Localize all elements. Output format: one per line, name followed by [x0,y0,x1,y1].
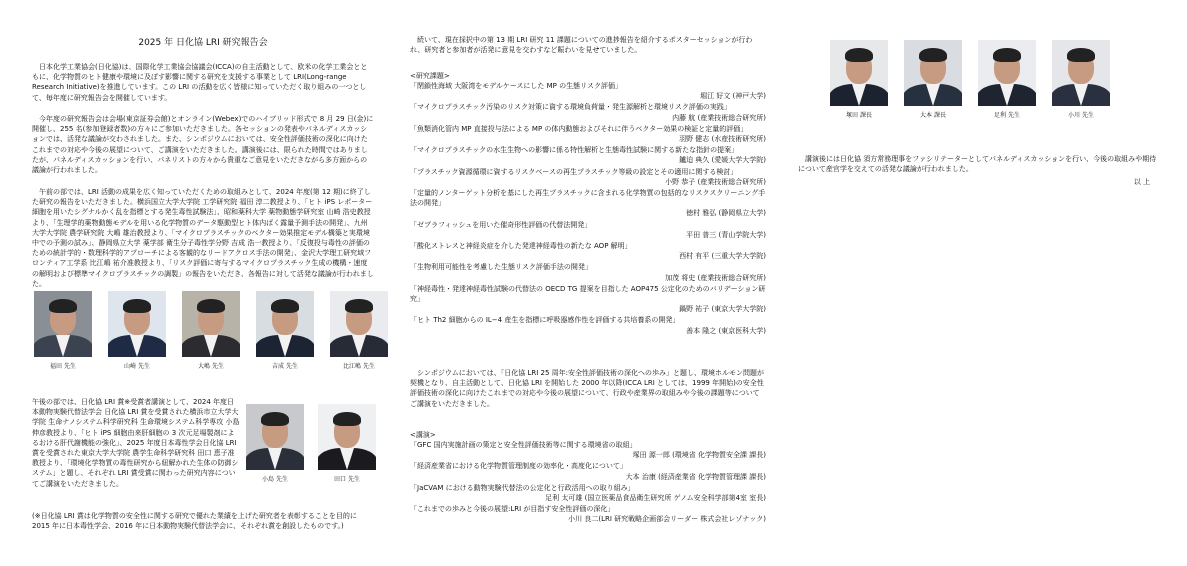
lectures-header: <講演> [410,431,436,439]
portrait-caption: 塚田 課長 [846,112,872,119]
item-title: 「魚類消化管内 MP 直接投与法による MP の体内動態およびそれに伴うベクター効果の検証と定量的評価」 [410,124,748,133]
list-item [410,241,766,261]
item-presenter: 鍋野 祐子 (東京大学大学院) [679,305,766,314]
list-item [410,461,766,481]
portrait-caption: 大本 課長 [920,112,946,119]
speaker-portrait [830,40,888,120]
list-item [410,440,766,460]
list-item [410,504,766,524]
portrait-caption: 田口 先生 [334,476,360,483]
speaker-portrait [256,291,314,371]
portrait-photo [318,404,376,470]
poster-session-paragraph: 続いて、現在採択中の第 13 期 LRI 研究 11 課題についての進捗報告を紹介するポスターセッションが行われ、研究者と参加者が活発に意見を交わすなど賑わいを見せていました。 [410,36,753,55]
afternoon-session-paragraph: 午後の部では、日化協 LRI 賞※受賞者講演として、2024 年度日本動物実験代替法学会 日化協 LRI 賞を受賞された横浜市立大学大学院 生命ナノシステム科学研究科 生命環境システム科学専攻 小島 伸彦教授より、「ヒト iPS 細胞由来肝細胞の 3 次元足場製剤によるおける肝代謝機能の強化」、2025 年度日本毒性学会日化協 LRI 賞を受賞された東京大学大学院 農学生命科学研究科 田口 恵子准教授より、「環境化学物質の毒性研究から紐解かれた生体の防御システム」と題し、それぞれ LRI 賞受賞に関わった研究内容についてご講演をいただきました。 [32,398,240,488]
speaker-photos-row2 [246,404,376,484]
portrait-caption: 小川 先生 [1068,112,1094,119]
award-footnote: (※日化協 LRI 賞は化学物質の安全性に関する研究で優れた業績を上げた研究者を表彰することを目的に 2015 年に日本毒性学会、2016 年に日本動物実験代替法学会に、それぞれ賞を創設したものです。) [32,512,357,531]
item-presenter: 西村 有平 (三重大学大学院) [679,252,766,261]
portrait-photo [830,40,888,106]
portrait-photo [904,40,962,106]
item-presenter: 堀江 好文 (神戸大学) [700,92,766,101]
item-title: 「GFC 国内実施計画の策定と安全性評価技術等に関する環境省の取組」 [410,441,637,449]
list-item [410,483,766,503]
item-presenter: 羽野 健志 (水産技術研究所) [679,135,766,144]
list-item [410,284,766,315]
item-title: 「神経毒性・発達神経毒性試験の代替法の OECD TG 提案を目指した AOP475 公定化のためのバリデーション研究」 [410,284,766,304]
item-presenter: 大本 治康 (経済産業省 化学物質管理課 課長) [625,472,766,481]
item-presenter: 徳村 雅弘 (静岡県立大学) [686,209,766,218]
list-item [410,188,766,219]
topics-list [410,81,766,337]
speaker-portrait [318,404,376,484]
portrait-photo [246,404,304,470]
portrait-caption: 福田 先生 [50,363,76,370]
item-title: 「マイクロプラスチック汚染のリスク対策に資する環境負荷量・発生源解析と環境リスク評価の実践」 [410,103,731,112]
meeting-paragraph: 今年度の研究報告会は会場(東京証券会館)とオンライン(Webex)でのハイブリッド形式で 8 月 29 日(金)に開催し、255 名(参加登録者数)の方々にご参加いただきました。各セッションの発表やパネルディスカッションでは、活発な議論が交わされました。また、シンポジウムにおいては、安全性評価技術の深化に向けたこれまでの対応や今後の展望について、ご講演をいただきました。講演後には、限られた時間ではありましたが、パネルディスカッションを行い、パネリストの方々から貴重なご意見をいただきながら多方面からの議論が行われました。 [32,115,374,175]
speaker-portrait [978,40,1036,120]
item-presenter: 善本 隆之 (東京医科大学) [686,326,766,335]
item-title: 「閉鎖性海域 大阪湾をモデルケースにした MP の生態リスク評価」 [410,82,622,90]
item-title: 「経済産業省における化学物質管理制度の効率化・高度化について」 [410,462,627,471]
portrait-photo [330,291,388,357]
list-item [410,167,766,187]
topics-header: <研究課題> [410,72,450,80]
list-item [410,220,766,240]
item-title: 「マイクロプラスチックの水生生物への影響に係る特性解析と生態毒性試験に関する新たな指針の提案」 [410,146,739,155]
item-presenter: 小川 良二(LRI 研究戦略企画部会リーダー 株式会社レゾナック) [568,515,766,524]
panelist-photos [830,40,1110,120]
portrait-photo [1052,40,1110,106]
item-presenter: 足利 太可雄 (国立医薬品食品衛生研究所 ゲノム安全科学部第4室 室長) [545,494,766,503]
list-item [410,262,766,282]
speaker-portrait [1052,40,1110,120]
item-title: 「酸化ストレスと神経炎症を介した発達神経毒性の新たな AOP 解明」 [410,242,632,251]
portrait-photo [34,291,92,357]
item-title: 「生物利用可能性を考慮した生態リスク評価手法の開発」 [410,263,592,272]
morning-session-paragraph: 午前の部では、LRI 活動の成果を広く知っていただくための取組みとして、2024 年度(第 12 期)に終了した研究の報告をいただきました。横浜国立大学大学院 工学研究院 福田 淳二教授より、「ヒト iPS レポーター細胞を用いたシグナルかく乱を指標とする発生毒性試験法」、昭和薬科大学 薬物動態学研究室 山崎 浩史教授より、「生理学的薬物動態モデルを用いる化学物質のデータ駆動型ヒト体内ばく露量予測手法の開発」、九州大学大学院 農学研究院 大嶋 雄治教授より、「マイクロプラスチックのベクター効果推定モデル構築と実環境中での予測の試み」、静岡県立大学 薬学部 衛生分子毒性学分野 吉成 浩一教授より、「反復投与毒性の評価のための統計学的・数理科学的アプローチによる客観的なリードアクロス手法の開発」、金沢大学理工研究域フロンティア工学系 比江嶋 祐介准教授より、「リスク評価に寄与するマイクロプラスチック生成の機構・速度の解明および標準マイクロプラスチックの調製」の報告をいただき、各報告に対して活発な議論が行われました。 [32,188,374,288]
item-presenter: 塚田 源一郎 (環境省 化学物質安全課 課長) [632,451,766,460]
list-item [410,315,766,335]
portrait-photo [256,291,314,357]
list-item [410,81,766,101]
item-title: 「定量的ノンターゲット分析を基にした再生プラスチックに含まれる化学物質の包括的なリスクスクリーニング手法の開発」 [410,189,766,208]
list-item [410,145,766,165]
end-mark: 以 上 [1133,178,1150,186]
item-presenter: 内藤 航 (産業技術総合研究所) [672,113,766,122]
item-presenter: 平田 普三 (青山学院大学) [686,230,766,239]
speaker-portrait [182,291,240,371]
lectures-list [410,440,766,526]
item-title: 「ヒト Th2 細胞からの IL−4 産生を指標に呼吸器感作性を評価する共培養系の開発」 [410,316,680,325]
portrait-caption: 足利 先生 [994,112,1020,119]
speaker-portrait [246,404,304,484]
portrait-caption: 小島 先生 [262,476,288,483]
item-presenter: 小野 恭子 (産業技術総合研究所) [665,177,766,186]
speaker-portrait [904,40,962,120]
list-item [410,102,766,122]
panel-discussion-paragraph: 講演後には日化協 須方常務理事をファシリテーターとしてパネルディスカッションを行い、今後の取組みや期待について産官学を交えての活発な議論が行われました。 [798,155,1157,174]
item-title: 「JaCVAM における動物実験代替法の公定化と行政活用への取り組み」 [410,483,635,492]
speaker-portrait [108,291,166,371]
speaker-portrait [330,291,388,371]
portrait-photo [108,291,166,357]
speaker-portrait [34,291,92,371]
portrait-caption: 大嶋 先生 [198,363,224,370]
report-title: 2025 年 日化協 LRI 研究報告会 [138,38,268,48]
item-title: 「ゼブラフィッシュを用いた催奇形性評価の代替法開発」 [410,220,592,229]
portrait-caption: 山崎 先生 [124,363,150,370]
symposium-paragraph: シンポジウムにおいては、「日化協 LRI 25 周年:安全性評価技術の深化への歩み」と題し、環境ホルモン問題が契機となり、自主活動として、日化協 LRI を開始した 2000 年以降(ICCA LRI としては、1999 年開始)の安全性評価技術の深化に向けたこれまでの対応や今後の展望について、行政や産業界の取組みや今後の課題等についてご講演をいただきました。 [410,369,765,408]
item-title: 「これまでの歩みと今後の展望:LRI が目指す安全性評価の深化」 [410,505,615,514]
speaker-photos-row1 [34,291,388,371]
portrait-caption: 比江嶋 先生 [343,363,375,370]
portrait-photo [182,291,240,357]
intro-paragraph: 日本化学工業協会(日化協)は、国際化学工業協会協議会(ICCA)の自主活動として、欧米の化学工業会とともに、化学物質のヒト健康や環境に及ぼす影響に関する研究を支援する事業として LRI(Long-range Research Initiative)を推進しています。この LRI の活動を広く皆様に知っていただく取り組みの一つとして、毎年度に研究報告会を開催しています。 [32,63,368,102]
item-title: 「プラスチック資源循環に資するリスクベースの再生プラスチック等級の設定とその適用に関する検討」 [410,167,738,176]
list-item [410,124,766,144]
item-presenter: 鑪迫 典久 (愛媛大学大学院) [679,156,766,165]
portrait-photo [978,40,1036,106]
item-presenter: 加茂 将史 (産業技術総合研究所) [665,273,766,282]
portrait-caption: 吉成 先生 [272,363,298,370]
